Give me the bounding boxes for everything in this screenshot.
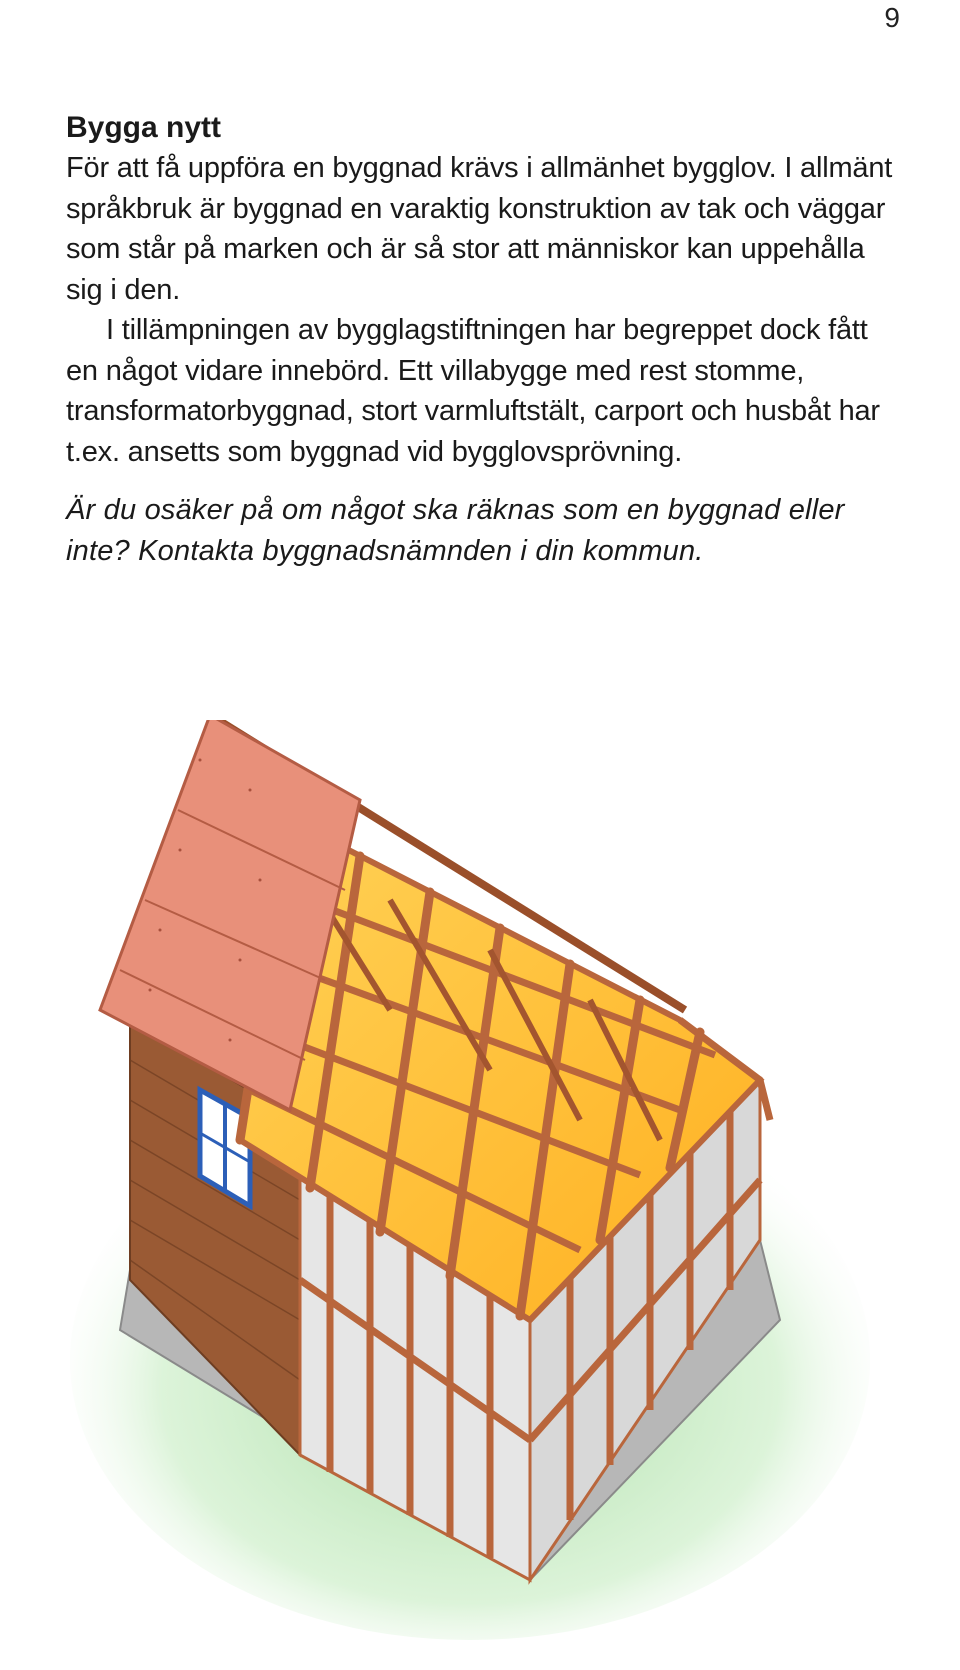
page-number: 9 bbox=[884, 2, 900, 33]
section-heading: Bygga nytt bbox=[66, 111, 222, 144]
contact-note: Är du osäker på om något ska räknas som en byggnad eller inte? Kontakta byggnadsnämnden i din kommun. bbox=[66, 494, 845, 567]
house-frame-illustration bbox=[60, 720, 880, 1660]
text-block bbox=[66, 108, 906, 571]
paragraph-definition: För att få uppföra en byggnad krävs i allmänhet bygglov. I allmänt språkbruk är byggnad en varaktig konstruktion av tak och väggar som står på marken och är så stor att människor kan uppehålla sig i den. bbox=[66, 152, 893, 306]
paragraph-application: I tillämpningen av bygglagstiftningen har begreppet dock fått en något vidare innebörd. Ett villabygge med rest stomme, transformatorbyggnad, stort varmluftstält, carport och husbåt har t.ex. ansetts som byggnad vid bygglovsprövning. bbox=[66, 314, 880, 468]
